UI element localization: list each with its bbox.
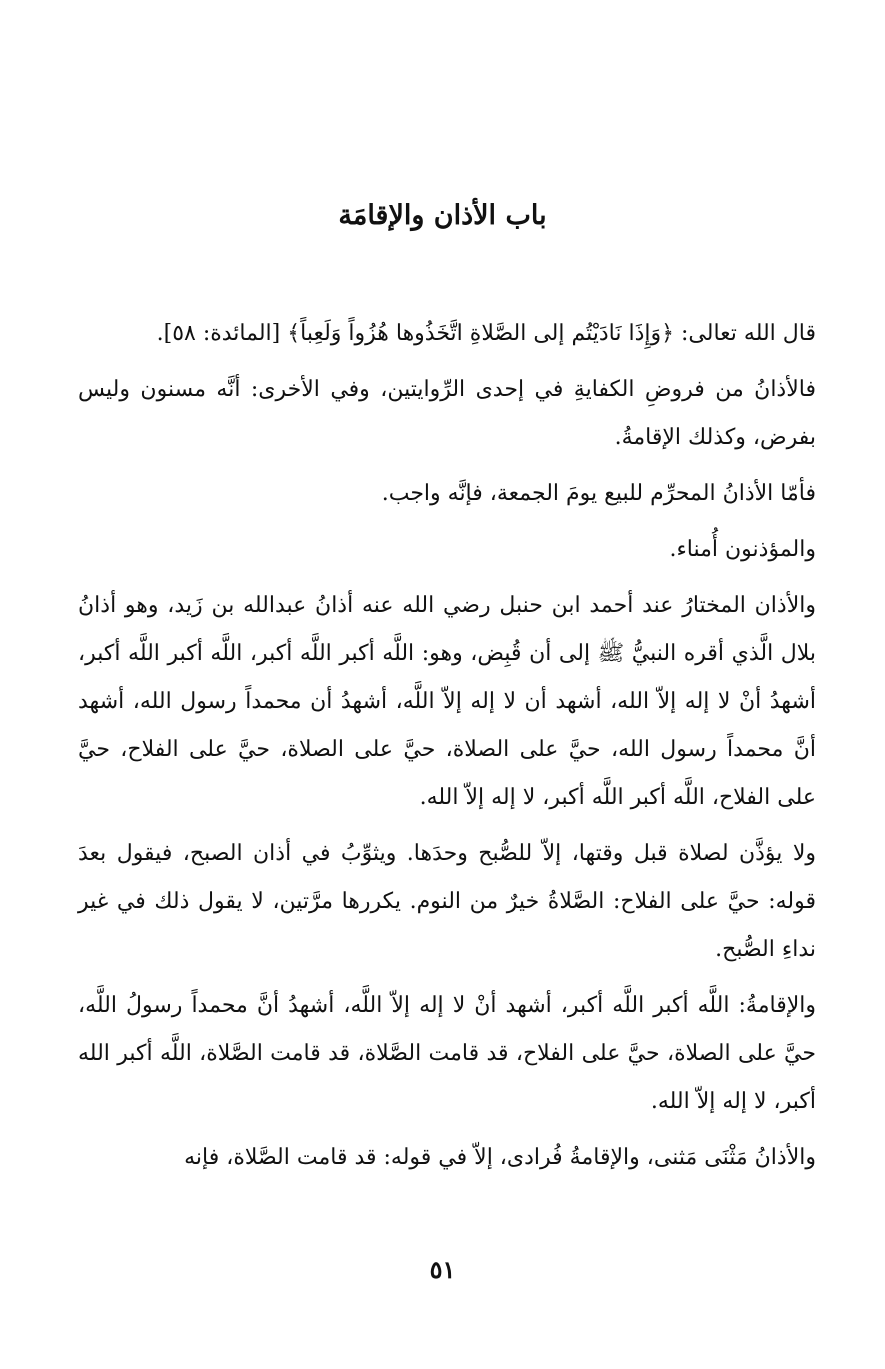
paragraph-iqama: والإقامةُ: اللَّه أكبر اللَّه أكبر، أشهد أنْ لا إله إلاّ اللَّه، أشهدُ أنَّ محمداً رسولُ اللَّه، حيَّ على الصلاة، حيَّ على الفلاح، قد قامت الصَّلاة، قد قامت الصَّلاة، اللَّه أكبر الله أكبر، لا إله إلاّ الله. (78, 993, 816, 1114)
paragraph-dawn-adhan: ولا يؤذَّن لصلاة قبل وقتها، إلاّ للصُّبح وحدَها. ويثوِّبُ في أذان الصبح، فيقول بعدَ قوله: حيَّ على الفلاح: الصَّلاةُ خيرٌ من النوم. يكررها مرَّتين، لا يقول ذلك في غير نداءِ الصُّبح. (78, 841, 816, 962)
paragraph-adhan-pairs: والأذانُ مَثْنَى مَثنى، والإقامةُ فُرادى، إلاّ في قوله: قد قامت الصَّلاة، فإنه (184, 1145, 816, 1170)
paragraph-chosen-adhan: والأذان المختارُ عند أحمد ابن حنبل رضي الله عنه أذانُ عبدالله بن زَيد، وهو أذانُ بلال الَّذي أقره النبيُّ ﷺ إلى أن قُبِض، وهو: اللَّه أكبر اللَّه أكبر، اللَّه أكبر اللَّه أكبر، أشهدُ أنْ لا إله إلاّ الله، أشهد أن لا إله إلاّ اللَّه، أشهدُ أن محمداً رسول الله، أشهد أنَّ محمداً رسول الله، حيَّ على الصلاة، حيَّ على الصلاة، حيَّ على الفلاح، حيَّ على الفلاح، اللَّه أكبر اللَّه أكبر، لا إله إلاّ الله. (78, 593, 816, 810)
page-number: ٥١ (429, 1255, 456, 1284)
chapter-body (78, 310, 816, 1190)
paragraph-adhan-obligation: فالأذانُ من فروضِ الكفايةِ في إحدى الرِّوايتين، وفي الأخرى: أنَّه مسنون وليس بفرض، وكذلك الإقامةُ. (78, 377, 816, 450)
paragraph-quran-verse: قال الله تعالى: ﴿وَإِذَا نَادَيْتُم إلى الصَّلاةِ اتَّخَذُوها هُزُواً وَلَعِباً﴾ [المائدة: ٥٨]. (156, 321, 816, 346)
chapter-title: باب الأذان والإقامَة (338, 200, 547, 231)
paragraph-muezzins: والمؤذنون أُمناء. (669, 537, 816, 562)
paragraph-friday-adhan: فأمّا الأذانُ المحرِّم للبيع يومَ الجمعة، فإنَّه واجب. (381, 481, 816, 506)
